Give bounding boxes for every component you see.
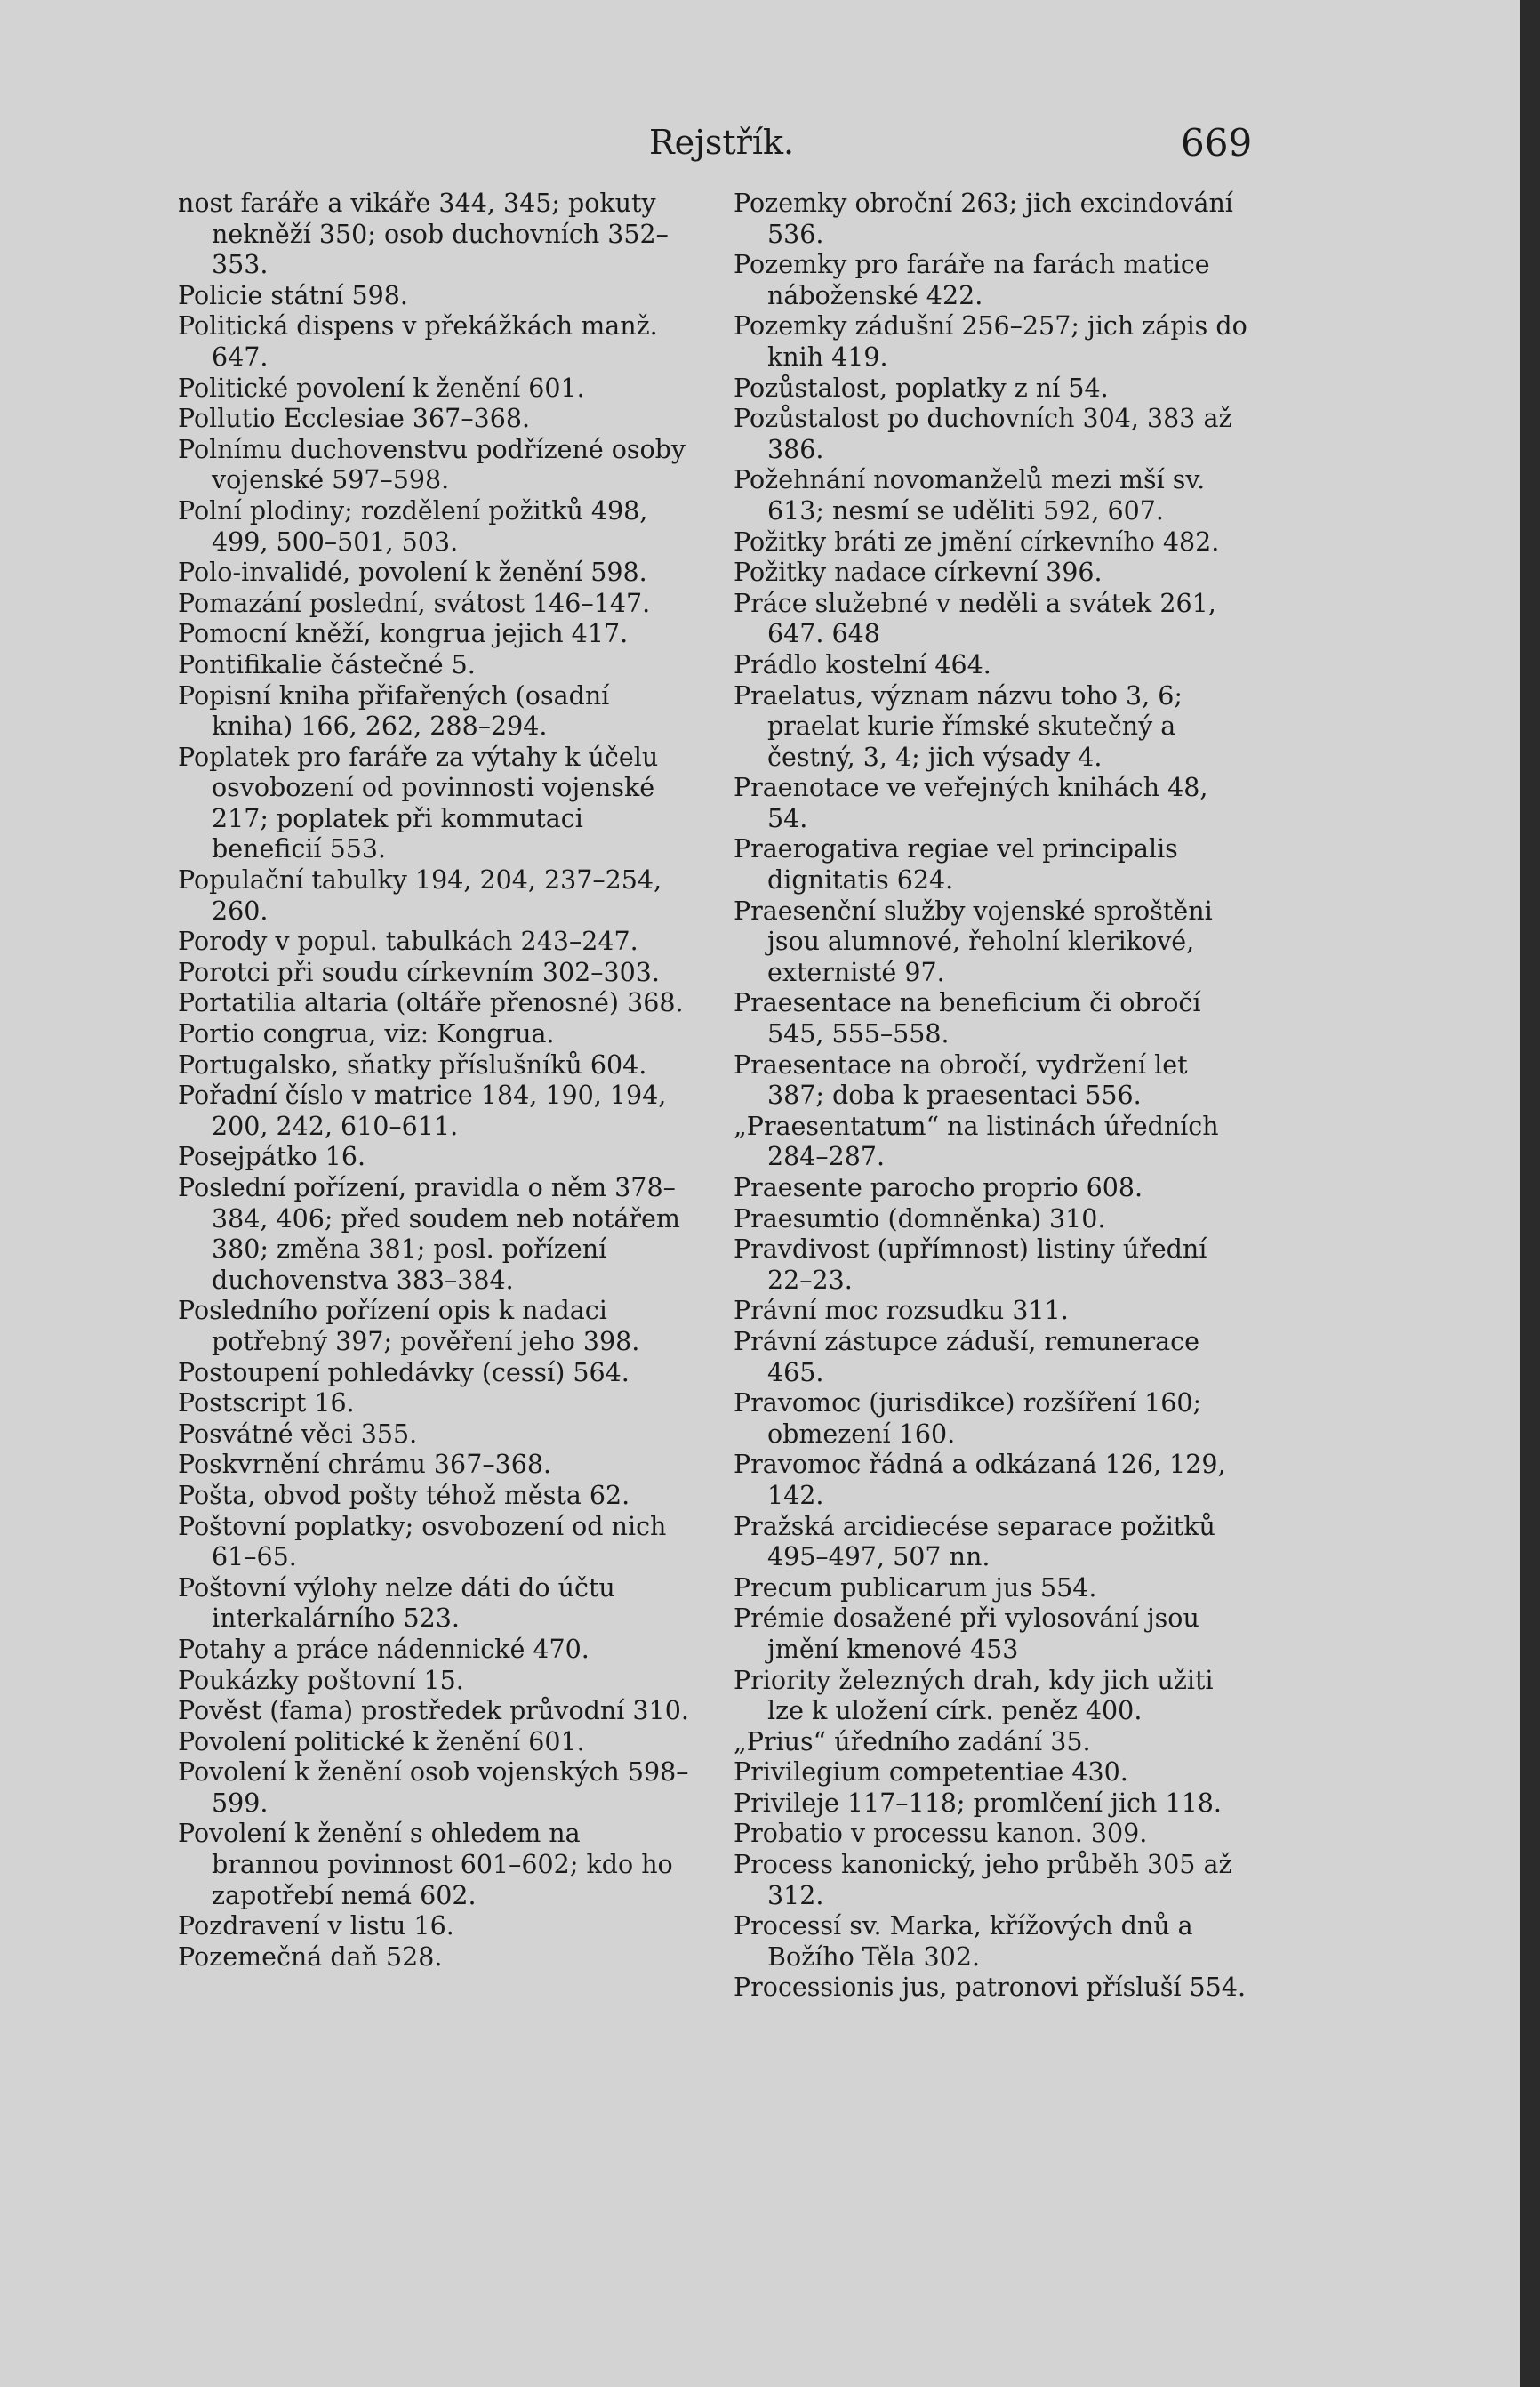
index-entry: Pollutio Ecclesiae 367–368. — [178, 404, 531, 434]
index-entry: Potahy a práce nádennické 470. — [178, 1634, 590, 1664]
index-entry: Pomocní kněží, kongrua jejich 417. — [178, 619, 629, 649]
index-entry: Populační tabulky 194, 204, 237–254, 260. — [178, 865, 662, 926]
index-entry: Pomazání poslední, svátost 146–147. — [178, 588, 651, 618]
index-entry: Povolení k ženění s ohledem na brannou povinnost 601–602; kdo ho zapotřebí nemá 602. — [178, 1819, 673, 1910]
index-column-right — [734, 189, 1249, 2004]
index-entry: „Praesentatum“ na listinách úředních 284–287. — [734, 1111, 1219, 1172]
index-entry: Pravdivost (upřímnost) listiny úřední 22–23. — [734, 1234, 1207, 1295]
index-entry: Priority železných drah, kdy jich užiti lze k uložení círk. peněz 400. — [734, 1665, 1214, 1726]
index-entry: Politická dispens v překážkách manž. 647. — [178, 311, 658, 372]
index-entry: Praesumtio (domněnka) 310. — [734, 1203, 1106, 1234]
index-entry: Posledního pořízení opis k nadaci potřebný 397; pověření jeho 398. — [178, 1296, 640, 1356]
index-entry: Polo-invalidé, povolení k ženění 598. — [178, 558, 647, 588]
index-entry: Požitky bráti ze jmění církevního 482. — [734, 526, 1220, 557]
index-entry: Pozemky zádušní 256–257; jich zápis do knih 419. — [734, 311, 1247, 372]
index-entry: Praesentace na obročí, vydržení let 387; doba k praesentaci 556. — [734, 1049, 1188, 1111]
index-entry: Pravomoc (jurisdikce) rozšíření 160; obmezení 160. — [734, 1388, 1202, 1449]
index-entry: Praesenční služby vojenské sproštěni jsou alumnové, řeholní klerikové, externisté 97. — [734, 896, 1213, 987]
index-entry: Prémie dosažené při vylosování jsou jmění kmenové 453 — [734, 1603, 1199, 1664]
index-entry: „Prius“ úředního zadání 35. — [734, 1726, 1091, 1756]
index-entry: nost faráře a vikáře 344, 345; pokuty nekněží 350; osob duchovních 352–353. — [178, 189, 669, 280]
index-entry: Praelatus, význam názvu toho 3, 6; praelat kurie římské skutečný a čestný, 3, 4; jich výsady 4. — [734, 680, 1183, 772]
index-entry: Prádlo kostelní 464. — [734, 649, 991, 679]
index-entry: Pořadní číslo v matrice 184, 190, 194, 200, 242, 610–611. — [178, 1081, 667, 1141]
index-entry: Posejpátko 16. — [178, 1142, 366, 1172]
index-entry: Praerogativa regiae vel principalis dignitatis 624. — [734, 834, 1178, 896]
index-entry: Porody v popul. tabulkách 243–247. — [178, 927, 638, 957]
index-entry: Právní zástupce záduší, remunerace 465. — [734, 1326, 1199, 1387]
index-entry: Privileje 117–118; promlčení jich 118. — [734, 1788, 1222, 1818]
index-entry: Popisní kniha přifařených (osadní kniha) 166, 262, 288–294. — [178, 680, 610, 742]
index-entry: Process kanonický, jeho průběh 305 až 312. — [734, 1850, 1232, 1910]
index-entry: Praenotace ve veřejných knihách 48, 54. — [734, 773, 1208, 833]
index-entry: Postscript 16. — [178, 1388, 355, 1419]
index-entry: Pozůstalost, poplatky z ní 54. — [734, 373, 1109, 403]
index-entry: Poslední pořízení, pravidla o něm 378–384, 406; před soudem neb notářem 380; změna 381; posl. pořízení duchovenstva 383–384. — [178, 1173, 680, 1295]
index-entry: Poplatek pro faráře za výtahy k účelu osvobození od povinnosti vojenské 217; poplatek při kommutaci beneficií 553. — [178, 742, 659, 864]
index-entry: Praesente parocho proprio 608. — [734, 1173, 1143, 1202]
index-entry: Porotci při soudu církevním 302–303. — [178, 957, 660, 987]
index-entry: Processionis jus, patronovi přísluší 554. — [734, 1973, 1246, 2003]
index-entry: Poskvrnění chrámu 367–368. — [178, 1450, 552, 1480]
index-entry: Poukázky poštovní 15. — [178, 1665, 464, 1695]
index-entry: Probatio v processu kanon. 309. — [734, 1819, 1148, 1849]
index-entry: Požitky nadace církevní 396. — [734, 558, 1103, 588]
index-entry: Požehnání novomanželů mezi mší sv. 613; nesmí se uděliti 592, 607. — [734, 465, 1206, 526]
index-entry: Pozemky obroční 263; jich excindování 536. — [734, 189, 1233, 249]
index-entry: Pražská arcidiecése separace požitků 495–497, 507 nn. — [734, 1511, 1215, 1572]
index-entry: Pozdravení v listu 16. — [178, 1911, 454, 1941]
page-header-title: Rejstřík. — [649, 123, 795, 162]
index-entry: Právní moc rozsudku 311. — [734, 1296, 1069, 1326]
index-entry: Posvátné věci 355. — [178, 1419, 418, 1449]
index-entry: Poštovní poplatky; osvobození od nich 61–65. — [178, 1511, 667, 1572]
index-entry: Pontifikalie částečné 5. — [178, 649, 476, 679]
index-entry: Portugalsko, sňatky příslušníků 604. — [178, 1049, 647, 1080]
index-entry: Pozůstalost po duchovních 304, 383 až 386. — [734, 404, 1232, 464]
index-entry: Policie státní 598. — [178, 280, 408, 310]
index-entry: Povolení politické k ženění 601. — [178, 1726, 585, 1756]
index-entry: Práce služebné v neděli a svátek 261, 647. 648 — [734, 588, 1216, 649]
index-entry: Pověst (fama) prostředek průvodní 310. — [178, 1696, 689, 1726]
index-entry: Praesentace na beneficium či obročí 545, 555–558. — [734, 988, 1201, 1049]
index-entry: Precum publicarum jus 554. — [734, 1572, 1097, 1603]
index-entry: Povolení k ženění osob vojenských 598–599. — [178, 1757, 689, 1818]
index-entry: Portio congrua, viz: Kongrua. — [178, 1019, 555, 1049]
index-entry: Pravomoc řádná a odkázaná 126, 129, 142. — [734, 1450, 1226, 1510]
index-entry: Pozemky pro faráře na farách matice náboženské 422. — [734, 250, 1210, 310]
index-entry: Privilegium competentiae 430. — [734, 1757, 1128, 1788]
index-entry: Pozemečná daň 528. — [178, 1941, 443, 1972]
index-entry: Portatilia altaria (oltáře přenosné) 368. — [178, 988, 684, 1018]
index-entry: Politické povolení k ženění 601. — [178, 373, 585, 403]
page-edge-shadow — [1520, 0, 1540, 2387]
index-entry: Pošta, obvod pošty téhož města 62. — [178, 1480, 630, 1510]
index-entry: Polní plodiny; rozdělení požitků 498, 499, 500–501, 503. — [178, 495, 648, 557]
index-entry: Poštovní výlohy nelze dáti do účtu interkalárního 523. — [178, 1572, 615, 1634]
index-column-left — [178, 189, 694, 1973]
index-entry: Processí sv. Marka, křížových dnů a Božího Těla 302. — [734, 1911, 1193, 1972]
index-entry: Polnímu duchovenstvu podřízené osoby vojenské 597–598. — [178, 434, 686, 495]
page-number: 669 — [1181, 121, 1253, 165]
index-entry: Postoupení pohledávky (cessí) 564. — [178, 1357, 630, 1387]
